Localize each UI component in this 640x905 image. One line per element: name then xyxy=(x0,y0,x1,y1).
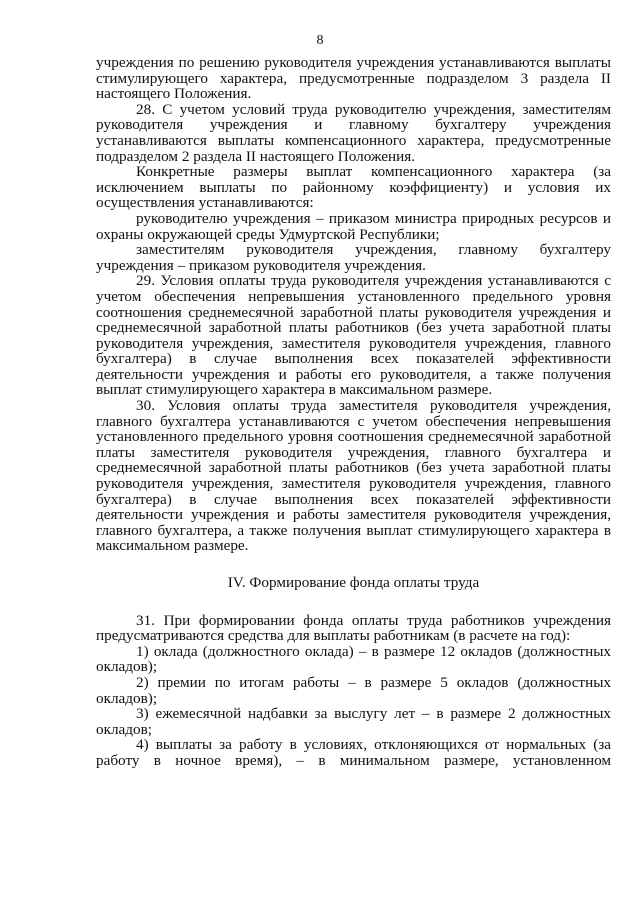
paragraph-29: 29. Условия оплаты труда руководителя учреждения устанавливаются с учетом обеспечения непревышения установленного предельного уровня соотношения среднемесячной заработной платы руководителя учреждения и среднемесячной заработной платы работников (без учета заработной платы руководителя учреждения, заместителя руководителя учреждения, главного бухгалтера) в случае выполнения всех показателей эффективности деятельности учреждения и работы его руководителя, а также получения выплат стимулирующего характера в максимальном размере. xyxy=(96,272,611,399)
paragraph-31-item-2: 2) премии по итогам работы – в размере 5 окладов (должностных окладов); xyxy=(96,673,611,707)
paragraph-31-item-1: 1) оклада (должностного оклада) – в размере 12 окладов (должностных окладов); xyxy=(96,642,611,676)
paragraph-28-deputies: заместителям руководителя учреждения, главному бухгалтеру учреждения – приказом руководителя учреждения. xyxy=(96,241,611,274)
paragraph-continuation: учреждения по решению руководителя учреждения устанавливаются выплаты стимулирующего характера, предусмотренные подразделом 3 раздела II настоящего Положения. xyxy=(96,54,611,103)
paragraph-28: 28. С учетом условий труда руководителю учреждения, заместителям руководителя учреждения и главному бухгалтеру учреждения устанавливаются выплаты компенсационного характера, предусмотренные подразделом 2 раздела II настоящего Положения. xyxy=(96,100,611,165)
paragraph-31-item-4: 4) выплаты за работу в условиях, отклоняющихся от нормальных (за работу в ночное время), – в минимальном размере, установленном xyxy=(96,736,611,769)
paragraph-31: 31. При формировании фонда оплаты труда работников учреждения предусматриваются средства для выплаты работникам (в расчете на год): xyxy=(96,611,611,645)
paragraph-31-item-3: 3) ежемесячной надбавки за выслугу лет – в размере 2 должностных окладов; xyxy=(96,705,611,738)
page-number: 8 xyxy=(316,33,324,48)
document-body xyxy=(96,55,611,769)
paragraph-28-head: руководителю учреждения – приказом министра природных ресурсов и охраны окружающей среды Удмуртской Республики; xyxy=(96,209,611,243)
section-heading-iv: IV. Формирование фонда оплаты труда xyxy=(227,574,480,591)
paragraph-28-sizes: Конкретные размеры выплат компенсационного характера (за исключением выплаты по районному коэффициенту) и условия их осуществления устанавливаются: xyxy=(96,163,611,212)
paragraph-30: 30. Условия оплаты труда заместителя руководителя учреждения, главного бухгалтера устанавливаются с учетом обеспечения непревышения установленного предельного уровня соотношения среднемесячной заработной платы заместителя руководителя учреждения, главного бухгалтера и среднемесячной заработной платы работников (без учета заработной платы руководителя учреждения, заместителя руководителя учреждения, главного бухгалтера) в случае выполнения всех показателей эффективности деятельности учреждения и работы заместителя руководителя учреждения, главного бухгалтера, а также получения выплат стимулирующего характера в максимальном размере. xyxy=(96,397,611,555)
